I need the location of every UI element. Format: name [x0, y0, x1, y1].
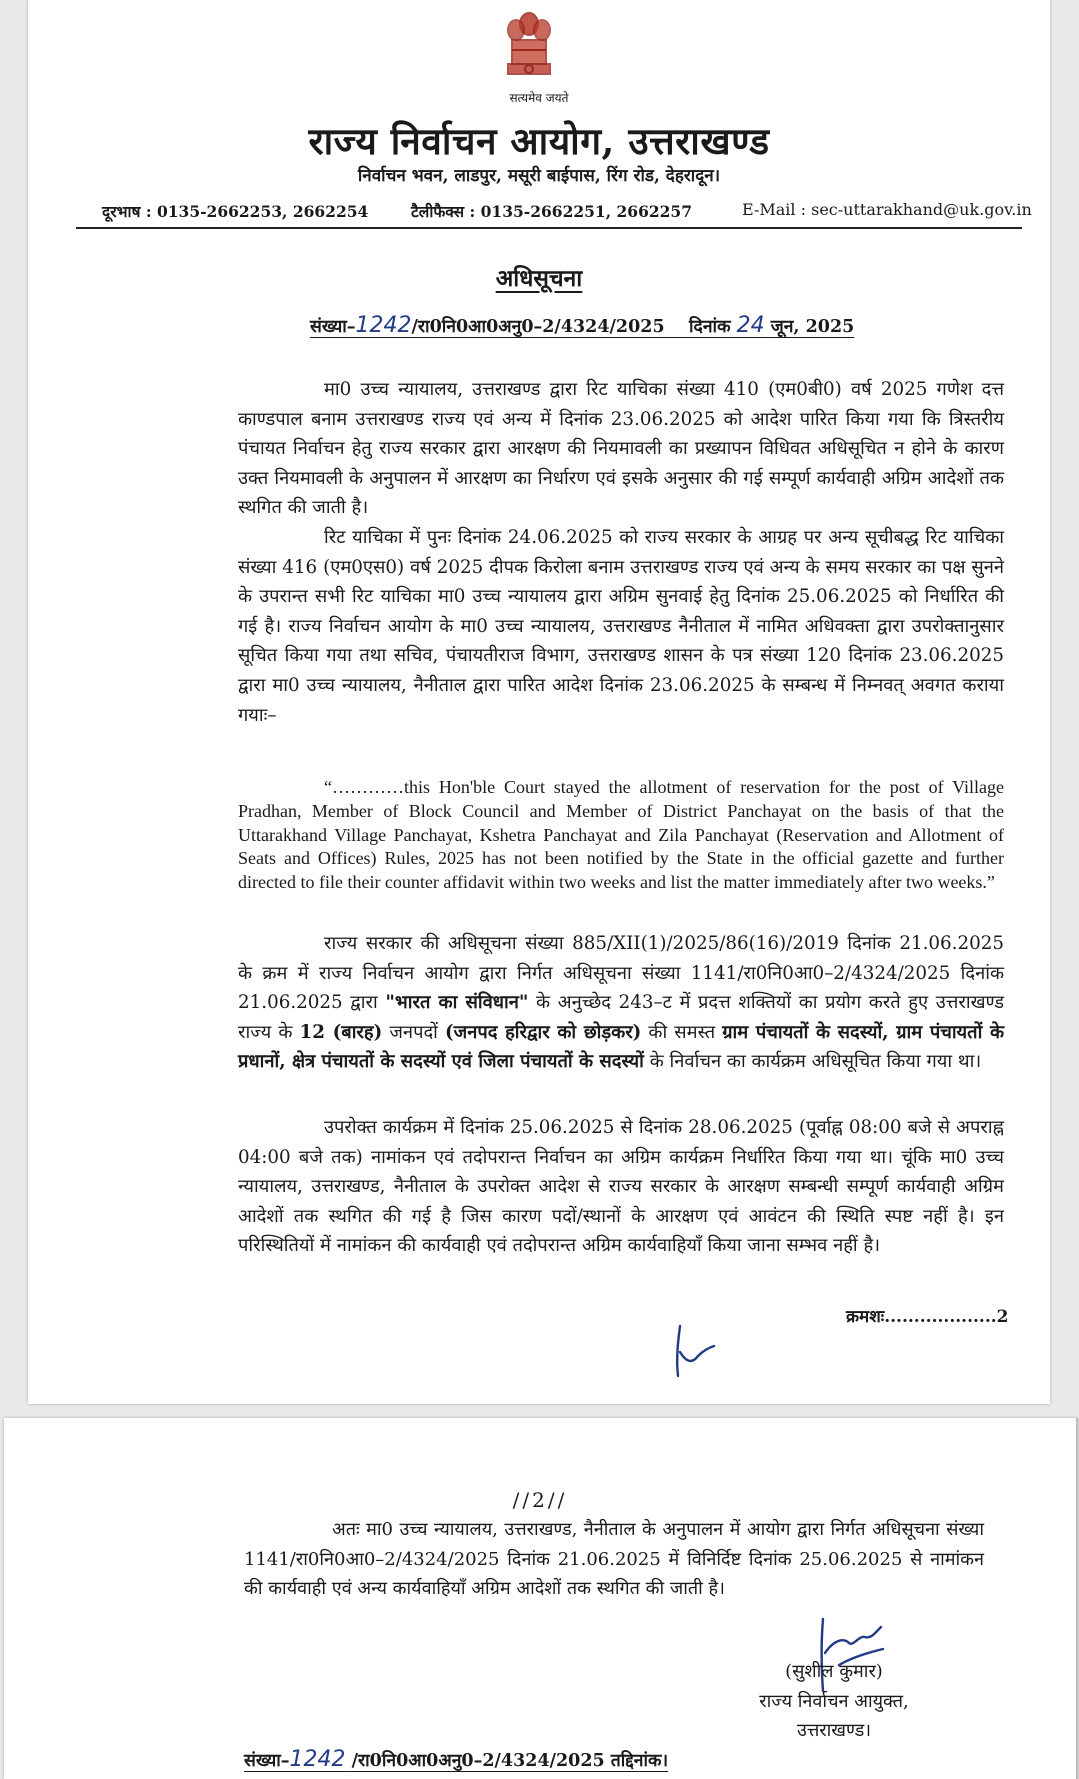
signatory-name: (सुशील कुमार) [785, 1661, 883, 1682]
organization-address: निर्वाचन भवन, लाडपुर, मसूरी बाईपास, रिंग रोड, देहरादून। [357, 166, 721, 186]
state-emblem-icon [498, 2, 560, 92]
fax-number: 0135-2662251, 2662257 [480, 202, 692, 221]
header-divider [76, 227, 1022, 229]
paragraph-5: अतः मा0 उच्च न्यायालय, उत्तराखण्ड, नैनीताल के अनुपालन में आयोग द्वारा निर्गत अधिसूचना संख्या 1141/रा0नि0आ0–2/4324/2025 दिनांक 21.06.2025 में विनिर्दिष्ट दिनांक 25.06.2025 से नामांकन की कार्यवाही एवं अन्य कार्यवाहियॉं अग्रिम आदेशों तक स्थगित की जाती है। [244, 1519, 984, 1600]
paragraph-3-block [238, 929, 1004, 1077]
signatory-title: राज्य निर्वाचन आयुक्त, [759, 1690, 909, 1712]
p3-part-e: जनपदों [382, 1021, 445, 1043]
paragraph-4-block [238, 1113, 1004, 1261]
p3-excluding-haridwar: (जनपद हरिद्वार को छोड़कर) [445, 1021, 642, 1043]
p3-constitution: "भारत का संविधान" [385, 992, 529, 1014]
p3-part-i: के निर्वाचन का कार्यक्रम अधिसूचित किया गया था। [643, 1051, 982, 1073]
paragraph-1: मा0 उच्च न्यायालय, उत्तराखण्ड द्वारा रिट याचिका संख्या 410 (एम0बी0) वर्ष 2025 गणेश दत्त काण्डपाल बनाम उत्तराखण्ड राज्य एवं अन्य में दिनांक 23.06.2025 को आदेश पारित किया गया कि त्रिस्तरीय पंचायत निर्वाचन हेतु राज्य सरकार द्वारा आरक्षण की नियमावली का प्रख्यापन विधिवत अधिसूचित न होने के कारण उक्त नियमावली के अनुपालन में आरक्षण का निर्धारण एवं इसके अनुसार की गई सम्पूर्ण कार्यवाही अग्रिम आदेशों तक स्थगित की जाती है। [238, 379, 1004, 519]
contact-fax: टैलीफैक्स : 0135-2662251, 2662257 [411, 202, 692, 221]
body-paragraphs-1-2 [238, 375, 1004, 730]
paragraph-3 [238, 929, 1004, 1077]
paragraph-2: रिट याचिका में पुनः दिनांक 24.06.2025 को राज्य सरकार के आग्रह पर अन्य सूचीबद्ध रिट याचिका संख्या 416 (एम0एस0) वर्ष 2025 दीपक किरोला बनाम उत्तराखण्ड राज्य एवं अन्य के समय सरकार का पक्ष सुनने के उपरान्त सभी रिट याचिका मा0 उच्च न्यायालय द्वारा अग्रिम सुनवाई हेतु दिनांक 25.06.2025 को निर्धारित की गई है। राज्य निर्वाचन आयोग के मा0 उच्च न्यायालय, उत्तराखण्ड नैनीताल में नामित अधिवक्ता द्वारा उपरोक्तानुसार सूचित किया गया तथा सचिव, पंचायतीराज विभाग, उत्तराखण्ड शासन के पत्र संख्या 120 दिनांक 23.06.2025 द्वारा मा0 उच्च न्यायालय, नैनीताल द्वारा पारित आदेश दिनांक 23.06.2025 के सम्बन्ध में निम्नवत् अवगत कराया गयाः– [238, 526, 1004, 726]
ref-number-handwritten: 1242 [355, 313, 412, 338]
quote-text: “…………this Hon'ble Court stayed the allotment of reservation for the post of Village Pradhan, Member of Block Council and Member of District Panchayat on the basis of that the Uttarakhand Village Panchayat, Kshetra Panchayat and Zila Panchayat (Reservation and Allotment of Seats and Offices) Rules, 2025 has not been notified by the State in the official gazette and further directed to file their counter affidavit within two weeks and list the matter immediately after two weeks.” [238, 777, 1004, 893]
contact-email: E-Mail : sec-uttarakhand@uk.gov.in [742, 200, 1032, 219]
email-label: E-Mail [742, 200, 796, 219]
paragraph-5-block [244, 1515, 984, 1604]
reference-line [310, 313, 854, 338]
date-month-year: जून, 2025 [770, 317, 855, 337]
ref-prefix: संख्या– [310, 317, 356, 337]
continued-marker: क्रमशः...................2 [846, 1307, 1009, 1327]
email-address: sec-uttarakhand@uk.gov.in [811, 200, 1032, 219]
notice-page-1 [28, 0, 1050, 1404]
notice-heading-text: अधिसूचना [495, 265, 583, 292]
date-day-handwritten: 24 [736, 313, 765, 338]
ref2-prefix: संख्या– [244, 1751, 290, 1771]
ref2-suffix: /रा0नि0आ0अनु0–2/4324/2025 तद्दिनांक। [351, 1751, 669, 1771]
phone-number: 0135-2662253, 2662254 [156, 202, 369, 221]
p3-part-a: राज्य सरकार की अधिसूचना संख्या 885/XII(1)/2025/86(16)/2019 दिनांक 21.06.2025 के क्रम में राज्य निर्वाचन आयोग द्वारा निर्गत अधिसूचना संख्या 1141/रा0नि0आ0–2/4324/2025 दिनांक 21.06.2025 द्वारा [238, 933, 1004, 1014]
notice-page-2 [4, 1418, 1078, 1779]
signatory-state: उत्तराखण्ड। [796, 1720, 872, 1742]
p3-part-g: की समस्त [641, 1021, 723, 1043]
page-number: //2// [512, 1488, 568, 1512]
paragraph-4: उपरोक्त कार्यक्रम में दिनांक 25.06.2025 से दिनांक 28.06.2025 (पूर्वाह्न 08:00 बजे से अपराह्न 04:00 बजे तक) नामांकन एवं तदोपरान्त निर्वाचन का अग्रिम कार्यक्रम निर्धारित किया गया था। चूंकि मा0 उच्च न्यायालय, उत्तराखण्ड, नैनीताल के उपरोक्त आदेश से राज्य सरकार के आरक्षण सम्बन्धी सम्पूर्ण कार्यवाही अग्रिम आदेशों तक स्थगित की गई है जिस कारण पदों/स्थानों के आरक्षण एवं आवंटन की स्थिति स्पष्ट नहीं है। इन परिस्थितियों में नामांकन की कार्यवाही एवं तदोपरान्त अग्रिम कार्यवाहियॉं किया जाना सम्भव नहीं है। [238, 1117, 1004, 1257]
court-order-quote [238, 776, 1004, 895]
reference-line-2 [244, 1747, 668, 1772]
contact-phone: दूरभाष : 0135-2662253, 2662254 [102, 202, 369, 221]
emblem-motto: सत्यमेव जयते [509, 91, 569, 105]
notice-heading [28, 261, 1050, 293]
fax-label: टैलीफैक्स [411, 202, 465, 221]
p3-panchayat-posts: ग्राम पंचायतों के सदस्यों, ग्राम पंचायतों के प्रधानों, क्षेत्र पंचायतों के सदस्यों एवं जिला पंचायतों के सदस्यों [238, 1021, 1005, 1073]
ref-suffix: /रा0नि0आ0अनु0–2/4324/2025 [411, 317, 665, 337]
initials-signature-icon [668, 1322, 718, 1378]
phone-label: दूरभाष [102, 202, 141, 221]
organization-title: राज्य निर्वाचन आयोग, उत्तराखण्ड [308, 119, 770, 163]
p3-district-count: 12 (बारह) [299, 1021, 383, 1043]
date-prefix: दिनांक [689, 317, 731, 337]
ref2-number-handwritten: 1242 [289, 1747, 346, 1772]
signatory-block [734, 1657, 934, 1746]
p3-part-c: के अनुच्छेद 243–ट में प्रदत्त शक्तियों का प्रयोग करते हुए उत्तराखण्ड राज्य के [238, 992, 1005, 1043]
